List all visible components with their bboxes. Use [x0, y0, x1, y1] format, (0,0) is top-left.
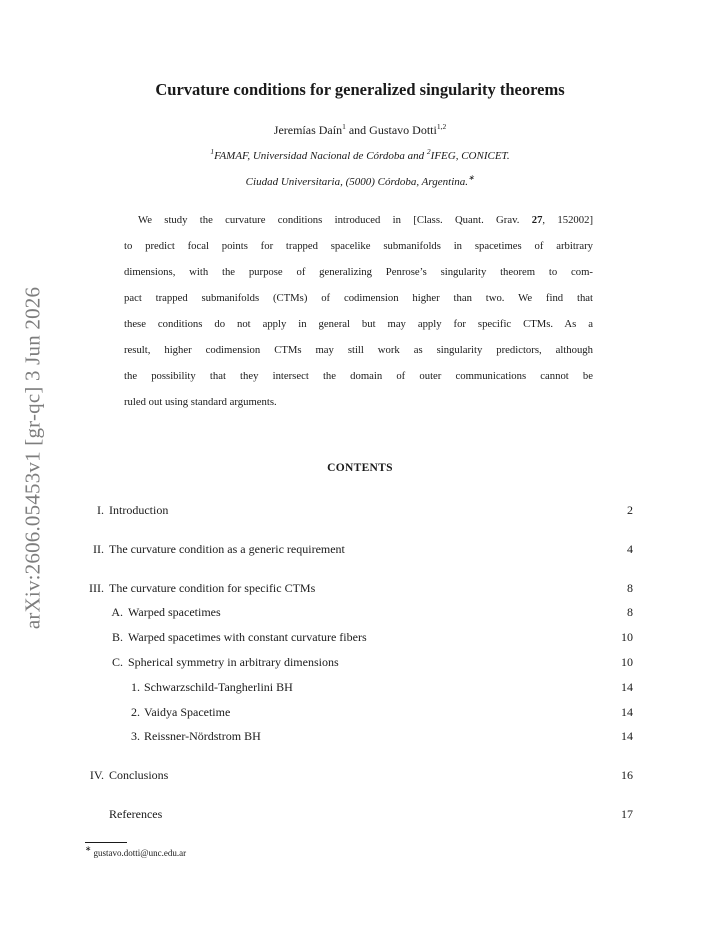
toc-subsection-title[interactable]: Spherical symmetry in arbitrary dimensions — [128, 655, 339, 669]
abstract-line-3: dimensions, with the purpose of generalizing Penrose’s singularity theorem to com- — [124, 266, 593, 278]
toc-entry-spherical-symmetry[interactable] — [0, 655, 720, 673]
toc-page-number: 17 — [621, 807, 633, 821]
toc-page-number: 4 — [627, 542, 633, 556]
affiliation-line-1 — [0, 147, 720, 162]
footnote-divider — [85, 842, 127, 843]
toc-entry-references[interactable] — [0, 807, 720, 825]
affiliation-mark-1: 1 — [210, 147, 215, 156]
toc-entry-reissner-nordstrom[interactable] — [0, 729, 720, 747]
toc-page-number: 8 — [627, 605, 633, 619]
toc-section-title[interactable]: Conclusions — [109, 768, 169, 782]
affiliation-famaf: FAMAF, Universidad Nacional de Córdoba and — [214, 150, 427, 162]
toc-subsection-letter: C. — [111, 655, 123, 669]
toc-page-number: 10 — [621, 655, 633, 669]
paper-title: Curvature conditions for generalized singularity theorems — [155, 80, 565, 99]
affiliation-line-2 — [0, 173, 720, 188]
abstract-line-7: the possibility that they intersect the domain of outer communications cannot be — [124, 370, 593, 382]
author-dain-affiliation-mark: 1 — [342, 122, 346, 131]
toc-subsubsection-title[interactable]: Schwarzschild-Tangherlini BH — [144, 680, 293, 694]
toc-entry-schwarzschild-tangherlini[interactable] — [0, 680, 720, 698]
abstract-line-1-end: , 152002] — [542, 214, 594, 226]
author-dain: Jeremías Daín — [273, 123, 343, 137]
toc-page-number: 14 — [621, 729, 633, 743]
toc-entry-generic-requirement[interactable] — [0, 542, 720, 560]
toc-subsubsection-title[interactable]: Reissner-Nördstrom BH — [144, 729, 261, 743]
toc-section-number: II. — [93, 542, 104, 556]
toc-entry-introduction[interactable] — [0, 503, 720, 521]
toc-section-title[interactable]: The curvature condition as a generic requirement — [109, 542, 345, 556]
toc-subsection-letter: B. — [111, 630, 123, 644]
toc-page-number: 14 — [621, 680, 633, 694]
footnote-email[interactable]: gustavo.dotti@unc.edu.ar — [91, 848, 187, 858]
abstract-line-6: result, higher codimension CTMs may still work as singularity predictors, although — [124, 344, 593, 356]
toc-entry-constant-curvature-fibers[interactable] — [0, 630, 720, 648]
toc-subsection-letter: A. — [111, 605, 123, 619]
abstract-line-4: pact trapped submanifolds (CTMs) of codimension higher than two. We find that — [124, 292, 593, 304]
abstract-line-2: to predict focal points for trapped spacelike submanifolds in spacetimes of arbitrary — [124, 240, 593, 252]
footnote — [85, 844, 187, 858]
toc-section-number: IV. — [89, 768, 104, 782]
toc-subsubsection-number: 3. — [131, 729, 140, 743]
toc-section-number: III. — [89, 581, 104, 595]
toc-page-number: 8 — [627, 581, 633, 595]
toc-subsubsection-title[interactable]: Vaidya Spacetime — [144, 705, 231, 719]
toc-page-number: 2 — [627, 503, 633, 517]
toc-section-title[interactable]: The curvature condition for specific CTMs — [109, 581, 316, 595]
abstract-line-5: these conditions do not apply in general but may apply for specific CTMs. As a — [124, 318, 593, 330]
author-line — [0, 123, 720, 138]
abstract-line-8: ruled out using standard arguments. — [124, 396, 277, 408]
contents-heading: CONTENTS — [327, 462, 393, 474]
abstract-line-1-text: We study the curvature conditions introduced in [Class. Quant. Grav. — [138, 214, 532, 226]
toc-page-number: 10 — [621, 630, 633, 644]
arxiv-identifier-stamp: arXiv:2606.05453v1 [gr-qc] 3 Jun 2026 — [20, 286, 45, 630]
affiliation-mark-2: 2 — [426, 147, 431, 156]
toc-section-title[interactable]: Introduction — [109, 503, 169, 517]
author-connector: and — [345, 123, 370, 137]
abstract-line-1 — [124, 207, 593, 233]
toc-section-title[interactable]: References — [109, 807, 163, 821]
toc-section-number: I. — [97, 503, 104, 517]
toc-page-number: 16 — [621, 768, 633, 782]
toc-page-number: 14 — [621, 705, 633, 719]
toc-entry-conclusions[interactable] — [0, 768, 720, 786]
abstract-volume-number: 27 — [531, 214, 543, 226]
toc-entry-specific-ctms[interactable] — [0, 581, 720, 599]
author-dotti-affiliation-mark: 1,2 — [436, 122, 447, 131]
toc-entry-warped-spacetimes[interactable] — [0, 605, 720, 623]
toc-entry-vaidya[interactable] — [0, 705, 720, 723]
abstract — [124, 207, 593, 415]
footnote-mark: ∗ — [468, 173, 475, 182]
author-dotti: Gustavo Dotti — [369, 123, 437, 137]
toc-subsection-title[interactable]: Warped spacetimes with constant curvature fibers — [128, 630, 367, 644]
toc-subsubsection-number: 1. — [131, 680, 140, 694]
toc-subsection-title[interactable]: Warped spacetimes — [128, 605, 221, 619]
toc-subsubsection-number: 2. — [131, 705, 140, 719]
affiliation-ifeg: IFEG, CONICET. — [430, 150, 510, 162]
affiliation-address: Ciudad Universitaria, (5000) Córdoba, Argentina. — [245, 176, 469, 188]
footnote-mark: ∗ — [85, 844, 92, 853]
